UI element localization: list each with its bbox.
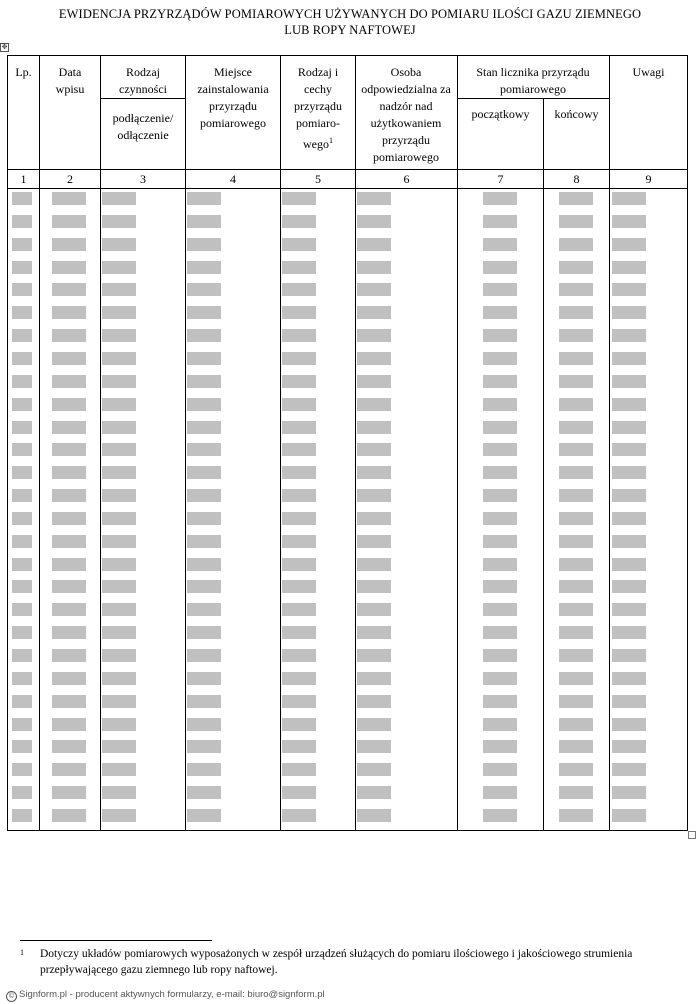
field-stan-koncowy[interactable] [559, 695, 593, 708]
footnote-text: Dotyczy układów pomiarowych wyposażonych w zespół urządzeń służących do pomiaru ilościowego i jakościowego strumienia przepływającego gazu ziemnego lub ropy naftowej. [40, 948, 633, 976]
field-miejsce[interactable] [187, 649, 221, 662]
field-osoba[interactable] [357, 306, 391, 319]
field-rodzaj-czynnosci[interactable] [102, 626, 136, 639]
footnote-mark: 1 [20, 948, 24, 957]
field-miejsce[interactable] [187, 329, 221, 342]
field-lp[interactable] [12, 375, 32, 388]
field-rodzaj-cechy[interactable] [282, 786, 316, 799]
field-rodzaj-czynnosci[interactable] [102, 261, 136, 274]
field-data-wpisu[interactable] [52, 672, 86, 685]
column-number: 9 [645, 172, 652, 186]
field-stan-poczatkowy[interactable] [483, 649, 517, 662]
field-uwagi[interactable] [612, 535, 646, 548]
field-uwagi[interactable] [612, 740, 646, 753]
field-lp[interactable] [12, 580, 32, 593]
field-rodzaj-czynnosci[interactable] [102, 306, 136, 319]
field-uwagi[interactable] [612, 283, 646, 296]
field-data-wpisu[interactable] [52, 512, 86, 525]
field-miejsce[interactable] [187, 512, 221, 525]
field-rodzaj-czynnosci[interactable] [102, 192, 136, 205]
field-stan-koncowy[interactable] [559, 626, 593, 639]
field-stan-koncowy[interactable] [559, 763, 593, 776]
field-rodzaj-czynnosci[interactable] [102, 558, 136, 571]
field-rodzaj-cechy[interactable] [282, 580, 316, 593]
field-uwagi[interactable] [612, 672, 646, 685]
field-rodzaj-czynnosci[interactable] [102, 718, 136, 731]
column-number: 2 [67, 172, 73, 186]
field-uwagi[interactable] [612, 352, 646, 365]
field-uwagi[interactable] [612, 398, 646, 411]
field-osoba[interactable] [357, 238, 391, 251]
field-stan-koncowy[interactable] [559, 192, 593, 205]
field-miejsce[interactable] [187, 809, 221, 822]
field-rodzaj-cechy[interactable] [282, 215, 316, 228]
field-lp[interactable] [12, 672, 32, 685]
field-rodzaj-czynnosci[interactable] [102, 786, 136, 799]
field-data-wpisu[interactable] [52, 466, 86, 479]
column-number: 3 [140, 172, 146, 186]
field-uwagi[interactable] [612, 421, 646, 434]
field-rodzaj-czynnosci[interactable] [102, 535, 136, 548]
field-stan-koncowy[interactable] [559, 489, 593, 502]
field-osoba[interactable] [357, 192, 391, 205]
field-uwagi[interactable] [612, 786, 646, 799]
field-stan-koncowy[interactable] [559, 283, 593, 296]
field-osoba[interactable] [357, 558, 391, 571]
field-miejsce[interactable] [187, 489, 221, 502]
field-data-wpisu[interactable] [52, 558, 86, 571]
header-podlaczenie-odlaczenie: podłączenie/ odłączenie [112, 111, 174, 142]
field-stan-poczatkowy[interactable] [483, 443, 517, 456]
field-osoba[interactable] [357, 786, 391, 799]
field-lp[interactable] [12, 740, 32, 753]
field-rodzaj-cechy[interactable] [282, 238, 316, 251]
field-uwagi[interactable] [612, 489, 646, 502]
field-stan-poczatkowy[interactable] [483, 306, 517, 319]
column-number: 7 [497, 172, 504, 186]
field-stan-poczatkowy[interactable] [483, 718, 517, 731]
field-stan-koncowy[interactable] [559, 603, 593, 616]
field-stan-poczatkowy[interactable] [483, 329, 517, 342]
field-rodzaj-czynnosci[interactable] [102, 421, 136, 434]
field-rodzaj-czynnosci[interactable] [102, 763, 136, 776]
field-rodzaj-cechy[interactable] [282, 603, 316, 616]
field-lp[interactable] [12, 535, 32, 548]
field-rodzaj-cechy[interactable] [282, 695, 316, 708]
field-osoba[interactable] [357, 283, 391, 296]
field-lp[interactable] [12, 603, 32, 616]
field-lp[interactable] [12, 352, 32, 365]
row-divider [457, 98, 609, 99]
field-uwagi[interactable] [612, 261, 646, 274]
field-lp[interactable] [12, 261, 32, 274]
document-title [20, 6, 680, 38]
field-miejsce[interactable] [187, 695, 221, 708]
field-data-wpisu[interactable] [52, 740, 86, 753]
field-miejsce[interactable] [187, 261, 221, 274]
field-stan-koncowy[interactable] [559, 558, 593, 571]
field-stan-poczatkowy[interactable] [483, 695, 517, 708]
field-data-wpisu[interactable] [52, 649, 86, 662]
field-rodzaj-cechy[interactable] [282, 283, 316, 296]
field-stan-poczatkowy[interactable] [483, 558, 517, 571]
field-uwagi[interactable] [612, 375, 646, 388]
field-rodzaj-cechy[interactable] [282, 558, 316, 571]
field-osoba[interactable] [357, 489, 391, 502]
footer-credit[interactable] [6, 989, 325, 1002]
title-line-1: EWIDENCJA PRZYRZĄDÓW POMIAROWYCH UŻYWANYCH DO POMIARU ILOŚCI GAZU ZIEMNEGO [58, 7, 642, 21]
field-rodzaj-cechy[interactable] [282, 672, 316, 685]
field-lp[interactable] [12, 466, 32, 479]
field-rodzaj-czynnosci[interactable] [102, 672, 136, 685]
field-rodzaj-cechy[interactable] [282, 375, 316, 388]
field-stan-poczatkowy[interactable] [483, 398, 517, 411]
field-stan-poczatkowy[interactable] [483, 580, 517, 593]
field-stan-poczatkowy[interactable] [483, 809, 517, 822]
field-data-wpisu[interactable] [52, 580, 86, 593]
field-osoba[interactable] [357, 261, 391, 274]
row-divider [8, 188, 687, 189]
field-stan-poczatkowy[interactable] [483, 466, 517, 479]
field-stan-poczatkowy[interactable] [483, 512, 517, 525]
header-rodzaj-czynnosci: Rodzaj czynności [119, 65, 167, 96]
field-stan-koncowy[interactable] [559, 740, 593, 753]
field-lp[interactable] [12, 809, 32, 822]
field-stan-poczatkowy[interactable] [483, 672, 517, 685]
field-osoba[interactable] [357, 580, 391, 593]
field-rodzaj-cechy[interactable] [282, 512, 316, 525]
field-uwagi[interactable] [612, 558, 646, 571]
header-stan-licznika: Stan licznika przyrządu pomiarowego [476, 65, 590, 96]
field-lp[interactable] [12, 306, 32, 319]
header-koncowy: końcowy [554, 107, 599, 121]
field-data-wpisu[interactable] [52, 238, 86, 251]
field-lp[interactable] [12, 763, 32, 776]
field-miejsce[interactable] [187, 192, 221, 205]
field-miejsce[interactable] [187, 558, 221, 571]
field-osoba[interactable] [357, 466, 391, 479]
field-miejsce[interactable] [187, 786, 221, 799]
field-osoba[interactable] [357, 763, 391, 776]
field-uwagi[interactable] [612, 512, 646, 525]
field-data-wpisu[interactable] [52, 375, 86, 388]
col-divider [543, 98, 544, 830]
field-miejsce[interactable] [187, 398, 221, 411]
field-lp[interactable] [12, 283, 32, 296]
field-rodzaj-cechy[interactable] [282, 192, 316, 205]
field-data-wpisu[interactable] [52, 786, 86, 799]
field-miejsce[interactable] [187, 626, 221, 639]
header-osoba-odpowiedzialna: Osoba odpowiedzialna za nadzór nad użytkowaniem przyrządu pomiarowego [361, 65, 451, 164]
field-data-wpisu[interactable] [52, 215, 86, 228]
field-miejsce[interactable] [187, 352, 221, 365]
field-stan-koncowy[interactable] [559, 718, 593, 731]
field-osoba[interactable] [357, 649, 391, 662]
field-rodzaj-cechy[interactable] [282, 718, 316, 731]
field-rodzaj-czynnosci[interactable] [102, 283, 136, 296]
field-miejsce[interactable] [187, 421, 221, 434]
field-stan-poczatkowy[interactable] [483, 421, 517, 434]
field-osoba[interactable] [357, 718, 391, 731]
field-uwagi[interactable] [612, 215, 646, 228]
field-rodzaj-cechy[interactable] [282, 261, 316, 274]
field-stan-poczatkowy[interactable] [483, 215, 517, 228]
field-stan-koncowy[interactable] [559, 375, 593, 388]
field-lp[interactable] [12, 718, 32, 731]
field-lp[interactable] [12, 489, 32, 502]
field-stan-koncowy[interactable] [559, 466, 593, 479]
header-lp: Lp. [15, 65, 32, 79]
field-uwagi[interactable] [612, 603, 646, 616]
field-rodzaj-czynnosci[interactable] [102, 443, 136, 456]
field-data-wpisu[interactable] [52, 352, 86, 365]
field-data-wpisu[interactable] [52, 443, 86, 456]
column-number: 5 [315, 172, 321, 186]
field-data-wpisu[interactable] [52, 809, 86, 822]
field-stan-poczatkowy[interactable] [483, 352, 517, 365]
field-lp[interactable] [12, 238, 32, 251]
field-lp[interactable] [12, 398, 32, 411]
field-rodzaj-cechy[interactable] [282, 763, 316, 776]
field-osoba[interactable] [357, 695, 391, 708]
field-stan-poczatkowy[interactable] [483, 763, 517, 776]
field-data-wpisu[interactable] [52, 261, 86, 274]
field-osoba[interactable] [357, 603, 391, 616]
field-lp[interactable] [12, 443, 32, 456]
field-data-wpisu[interactable] [52, 626, 86, 639]
field-rodzaj-cechy[interactable] [282, 626, 316, 639]
field-rodzaj-cechy[interactable] [282, 466, 316, 479]
field-stan-koncowy[interactable] [559, 809, 593, 822]
field-stan-poczatkowy[interactable] [483, 786, 517, 799]
field-stan-poczatkowy[interactable] [483, 740, 517, 753]
field-miejsce[interactable] [187, 603, 221, 616]
field-rodzaj-cechy[interactable] [282, 489, 316, 502]
field-rodzaj-cechy[interactable] [282, 649, 316, 662]
field-osoba[interactable] [357, 443, 391, 456]
field-data-wpisu[interactable] [52, 718, 86, 731]
field-stan-poczatkowy[interactable] [483, 261, 517, 274]
field-rodzaj-cechy[interactable] [282, 443, 316, 456]
field-data-wpisu[interactable] [52, 763, 86, 776]
field-lp[interactable] [12, 192, 32, 205]
field-lp[interactable] [12, 329, 32, 342]
footnote-separator [20, 940, 212, 941]
field-stan-poczatkowy[interactable] [483, 489, 517, 502]
field-lp[interactable] [12, 695, 32, 708]
field-miejsce[interactable] [187, 283, 221, 296]
field-data-wpisu[interactable] [52, 603, 86, 616]
field-uwagi[interactable] [612, 718, 646, 731]
field-stan-koncowy[interactable] [559, 238, 593, 251]
records-table [7, 55, 688, 831]
column-number: 8 [573, 172, 580, 186]
field-stan-koncowy[interactable] [559, 649, 593, 662]
field-miejsce[interactable] [187, 535, 221, 548]
field-stan-poczatkowy[interactable] [483, 603, 517, 616]
header-poczatkowy: początkowy [471, 107, 530, 121]
field-miejsce[interactable] [187, 718, 221, 731]
field-rodzaj-cechy[interactable] [282, 398, 316, 411]
field-rodzaj-cechy[interactable] [282, 352, 316, 365]
field-data-wpisu[interactable] [52, 535, 86, 548]
field-stan-koncowy[interactable] [559, 398, 593, 411]
header-uwagi: Uwagi [632, 65, 665, 79]
table-move-handle-icon[interactable]: ✥ [1, 43, 8, 51]
field-stan-koncowy[interactable] [559, 580, 593, 593]
field-osoba[interactable] [357, 740, 391, 753]
field-uwagi[interactable] [612, 809, 646, 822]
field-uwagi[interactable] [612, 443, 646, 456]
field-osoba[interactable] [357, 672, 391, 685]
field-rodzaj-cechy[interactable] [282, 740, 316, 753]
field-miejsce[interactable] [187, 238, 221, 251]
field-uwagi[interactable] [612, 306, 646, 319]
field-uwagi[interactable] [612, 695, 646, 708]
field-uwagi[interactable] [612, 238, 646, 251]
field-stan-poczatkowy[interactable] [483, 375, 517, 388]
field-uwagi[interactable] [612, 580, 646, 593]
field-uwagi[interactable] [612, 329, 646, 342]
field-stan-koncowy[interactable] [559, 512, 593, 525]
field-lp[interactable] [12, 649, 32, 662]
field-miejsce[interactable] [187, 763, 221, 776]
field-miejsce[interactable] [187, 672, 221, 685]
field-miejsce[interactable] [187, 215, 221, 228]
title-line-2: LUB ROPY NAFTOWEJ [284, 23, 416, 37]
field-rodzaj-czynnosci[interactable] [102, 695, 136, 708]
field-miejsce[interactable] [187, 466, 221, 479]
field-osoba[interactable] [357, 329, 391, 342]
field-data-wpisu[interactable] [52, 421, 86, 434]
field-rodzaj-czynnosci[interactable] [102, 580, 136, 593]
field-osoba[interactable] [357, 809, 391, 822]
field-data-wpisu[interactable] [52, 398, 86, 411]
header-data-wpisu: Data wpisu [55, 65, 85, 96]
field-stan-koncowy[interactable] [559, 261, 593, 274]
field-rodzaj-czynnosci[interactable] [102, 398, 136, 411]
column-number: 6 [403, 172, 410, 186]
field-osoba[interactable] [357, 352, 391, 365]
field-rodzaj-cechy[interactable] [282, 329, 316, 342]
field-osoba[interactable] [357, 512, 391, 525]
column-number: 4 [230, 172, 236, 186]
field-rodzaj-czynnosci[interactable] [102, 375, 136, 388]
field-stan-koncowy[interactable] [559, 329, 593, 342]
field-stan-koncowy[interactable] [559, 535, 593, 548]
field-miejsce[interactable] [187, 443, 221, 456]
field-osoba[interactable] [357, 215, 391, 228]
field-lp[interactable] [12, 512, 32, 525]
copyright-icon: © [6, 991, 17, 1002]
field-rodzaj-cechy[interactable] [282, 809, 316, 822]
field-stan-koncowy[interactable] [559, 672, 593, 685]
field-data-wpisu[interactable] [52, 489, 86, 502]
field-stan-poczatkowy[interactable] [483, 238, 517, 251]
field-stan-koncowy[interactable] [559, 352, 593, 365]
field-stan-koncowy[interactable] [559, 443, 593, 456]
field-rodzaj-czynnosci[interactable] [102, 740, 136, 753]
field-stan-poczatkowy[interactable] [483, 192, 517, 205]
field-lp[interactable] [12, 626, 32, 639]
field-rodzaj-czynnosci[interactable] [102, 238, 136, 251]
field-osoba[interactable] [357, 421, 391, 434]
field-stan-koncowy[interactable] [559, 786, 593, 799]
field-rodzaj-czynnosci[interactable] [102, 352, 136, 365]
field-stan-koncowy[interactable] [559, 215, 593, 228]
field-stan-koncowy[interactable] [559, 421, 593, 434]
field-data-wpisu[interactable] [52, 329, 86, 342]
table-resize-handle-icon[interactable] [688, 831, 696, 839]
field-rodzaj-czynnosci[interactable] [102, 466, 136, 479]
field-osoba[interactable] [357, 398, 391, 411]
field-rodzaj-czynnosci[interactable] [102, 489, 136, 502]
header-miejsce: Miejsce zainstalowania przyrządu pomiarowego [197, 65, 269, 130]
field-osoba[interactable] [357, 535, 391, 548]
field-miejsce[interactable] [187, 580, 221, 593]
field-miejsce[interactable] [187, 740, 221, 753]
field-stan-koncowy[interactable] [559, 306, 593, 319]
field-stan-poczatkowy[interactable] [483, 626, 517, 639]
field-data-wpisu[interactable] [52, 695, 86, 708]
field-data-wpisu[interactable] [52, 306, 86, 319]
row-divider [100, 98, 185, 99]
field-rodzaj-czynnosci[interactable] [102, 329, 136, 342]
field-rodzaj-cechy[interactable] [282, 306, 316, 319]
field-lp[interactable] [12, 558, 32, 571]
footer-credit-text: Signform.pl - producent aktywnych formularzy, e-mail: biuro@signform.pl [19, 989, 325, 1000]
field-miejsce[interactable] [187, 375, 221, 388]
field-rodzaj-czynnosci[interactable] [102, 215, 136, 228]
field-lp[interactable] [12, 215, 32, 228]
field-stan-poczatkowy[interactable] [483, 535, 517, 548]
field-uwagi[interactable] [612, 626, 646, 639]
field-uwagi[interactable] [612, 192, 646, 205]
field-rodzaj-czynnosci[interactable] [102, 512, 136, 525]
field-data-wpisu[interactable] [52, 192, 86, 205]
field-miejsce[interactable] [187, 306, 221, 319]
field-rodzaj-cechy[interactable] [282, 535, 316, 548]
field-lp[interactable] [12, 421, 32, 434]
field-rodzaj-cechy[interactable] [282, 421, 316, 434]
field-osoba[interactable] [357, 375, 391, 388]
header-rodzaj-cechy: Rodzaj i cechy przyrządu pomiaro-wego$^1$ [294, 65, 342, 151]
field-lp[interactable] [12, 786, 32, 799]
field-rodzaj-czynnosci[interactable] [102, 649, 136, 662]
field-rodzaj-czynnosci[interactable] [102, 603, 136, 616]
field-uwagi[interactable] [612, 466, 646, 479]
column-number: 1 [20, 172, 27, 186]
field-uwagi[interactable] [612, 649, 646, 662]
field-rodzaj-czynnosci[interactable] [102, 809, 136, 822]
field-uwagi[interactable] [612, 763, 646, 776]
field-data-wpisu[interactable] [52, 283, 86, 296]
field-osoba[interactable] [357, 626, 391, 639]
field-stan-poczatkowy[interactable] [483, 283, 517, 296]
